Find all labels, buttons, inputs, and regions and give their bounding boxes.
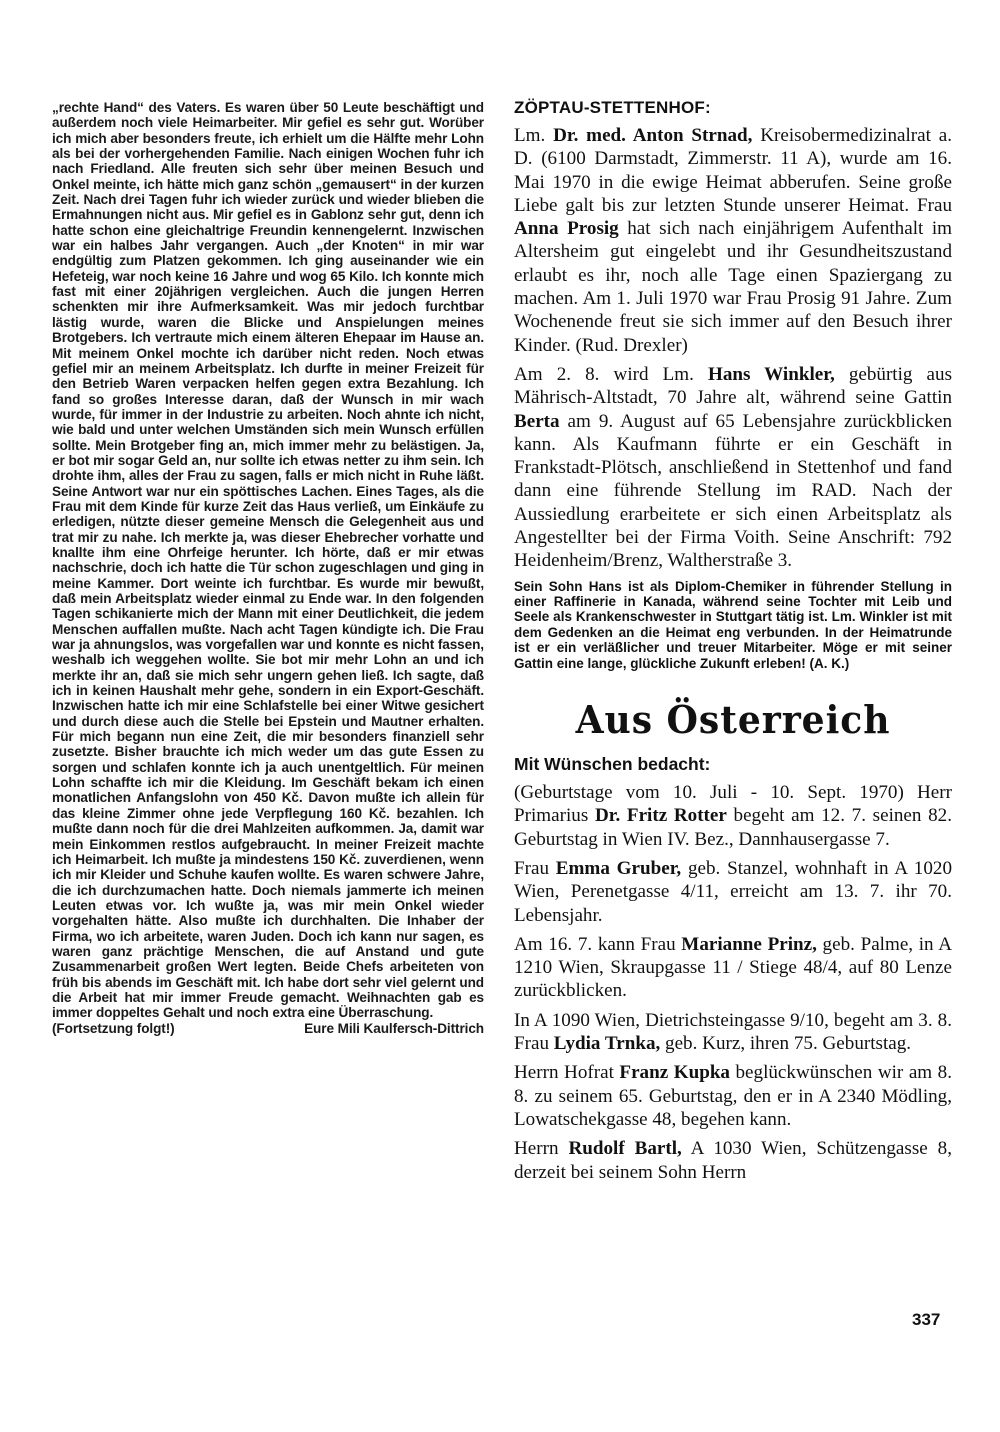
continuation-note: (Fortsetzung folgt!) <box>52 1020 175 1036</box>
section-heading-zoeptau: ZÖPTAU-STETTENHOF: <box>514 98 711 117</box>
entry-prinz: Am 16. 7. kann Frau Marianne Prinz, geb. Palme, in A 1210 Wien, Skraupgasse 11 / Stiege 48/4, auf 80 Lenze zurückblicken. <box>514 933 952 1002</box>
article-winkler-family: Sein Sohn Hans ist als Diplom-Chemiker in führender Stellung in einer Raffinerie in Kanada, während seine Tochter mit Leib und Seele als Krankenschwester in Stuttgart tätig ist. Lm. Winkler ist mit dem Gedenken an die Heimat eng verbunden. In der Heimatrunde ist er ein verläßlicher und treuer Mitarbeiter. Möge er mit seiner Gattin eine lange, glückliche Zukunft erleben! (A. K.) <box>514 578 952 671</box>
author-signature: Eure Mili Kaulfersch-Dittrich <box>304 1020 484 1036</box>
memoir-text: „rechte Hand“ des Vaters. Es waren über 50 Leute beschäftigt und außerdem noch viele Heimarbeiter. Mir gefiel es sehr gut. Worüber ich mich aber besonders freute, ich erhielt um die Hälfte mehr Lohn als bei der vorhergehenden Familie. Nach einigen Wochen fuhr ich nach Friedland. Alle freuten sich sehr über meinen Besuch und Onkel meinte, ich hätte mich ganz schön „gemausert“ in der kurzen Zeit. Nach drei Tagen fuhr ich wieder zurück und wieder blieben die Ermahnungen nicht aus. Mir gefiel es in Gablonz sehr gut, denn ich hatte schon eine gleichaltrige Freundin kennengelernt. Inzwischen war ein halbes Jahr vergangen. Auch „der Knoten“ in mir war endgültig zum Platzen gekommen. Ich ging auseinander wie ein Hefeteig, war noch keine 16 Jahre und wog 65 Kilo. Ich konnte mich fast mit einer 20jährigen vergleichen. Auch die jungen Herren schenkten mir ihre Aufmerksamkeit. Was mir jedoch furchtbar lästig wurde, waren die Blicke und Anspielungen meines Brotgebers. Ich vertraute mich einem älteren Ehepaar im Hause an. Mit meinem Onkel mochte ich darüber nicht reden. Noch etwas gefiel mir an meinem Arbeitsplatz. Ich durfte in meiner Freizeit für den Betrieb Waren verpacken helfen gegen extra Bezahlung. Ich fand so großes Interesse daran, daß der Wunsch in mir wach wurde, für immer in der Industrie zu arbeiten. Noch ahnte ich nicht, wie bald und unter welchen Umständen sich mein Wunsch erfüllen sollte. Mein Brotgeber fing an, mich immer mehr zu belästigen. Ja, er bot mir sogar Geld an, nur sollte ich etwas netter zu ihm sein. Ich drohte ihm, alles der Frau zu sagen, falls er mich nicht in Ruhe läßt. Seine Antwort war nur ein spöttisches Lachen. Eines Tages, als die Frau mit dem Kinde für kurze Zeit das Haus verließ, um Einkäufe zu erledigen, nützte dieser gemeine Mensch die Gelegenheit aus und trat mir zu nahe. Ich merkte ja, was dieser Ehebrecher vorhatte und knallte ihm eine Ohrfeige herunter. Ich hörte, daß er mir etwas nachschrie, doch ich hatte die Tür schon zugeschlagen und ging in meine Kammer. Dort weinte ich furchtbar. Es wurde mir bewußt, daß mein Arbeitsplatz wieder einmal zu Ende war. In den folgenden Tagen schikanierte mich der Mann mit einer Deutlichkeit, die jedem Menschen auffallen mußte. Nach acht Tagen kündigte ich. Die Frau war ja ahnungslos, was vorgefallen war und konnte es nicht fassen, weshalb ich weggehen wollte. Sie bot mir mehr Lohn an und ich merkte ihr an, daß sie mich sehr ungern gehen ließ. Ich sagte, daß ich in keinen Haushalt mehr gehe, sondern in ein Export-Geschäft. Inzwischen hatte ich mir eine Schlafstelle bei einer Witwe gesichert und durch diese auch die Stelle bei Epstein und Mautner erhalten. Für mich begann nun eine Zeit, die mir besonders finanziell sehr zusetzte. Bisher brauchte ich mich weder um das gute Essen zu sorgen und schlafen konnte ich ja auch unentgeltlich. Für meinen Lohn schaffte ich mir die Kleidung. Im Geschäft bekam ich einen monatlichen Anfangslohn von 450 Kč. Davon mußte ich allein für das kleine Zimmer ohne jede Verpflegung 160 Kč. bezahlen. Ich mußte dann noch für die drei Mahlzeiten aufkommen. Ja, damit war mein Einkommen restlos aufgebraucht. In meiner Freizeit machte ich Heimarbeit. Ich mußte ja mindestens 150 Kč. zuverdienen, wenn ich mir Kleider und Schuhe kaufen wollte. Es waren schwere Jahre, die ich durchzumachen hatte. Doch niemals jammerte ich meinen Leuten etwas vor. Ich wußte ja, was mir mein Onkel wieder vorgehalten hätte. Also mußte ich durchhalten. Die Inhaber der Firma, wo ich arbeitete, waren Juden. Doch ich kann nur sagen, es waren ganz prächtige Menschen, die auf Anstand und gute Zusammenarbeit großen Wert legten. Beide Chefs arbeiteten von früh bis abends im Geschäft mit. Ich habe dort sehr viel gelernt und die Arbeit hat mir immer Freude gemacht. Weihnachten gab es immer doppeltes Gehalt und noch extra eine Überraschung. <box>52 100 484 1021</box>
article-winkler: Am 2. 8. wird Lm. Hans Winkler, gebürtig aus Mährisch-Altstadt, 70 Jahre alt, während seine Gattin Berta am 9. August auf 65 Lebensjahre zurückblicken kann. Als Kaufmann führte er ein Geschäft in Frankstadt-Plötsch, anschließend in Stettenhof und fand dann eine führende Stellung im RAD. Nach der Aussiedlung erarbeitete er sich einen Arbeitsplatz als Angestellter bei der Firma Voith. Seine Anschrift: 792 Heidenheim/Brenz, Waltherstraße 3. <box>514 363 952 572</box>
entry-rotter: (Geburtstage vom 10. Juli - 10. Sept. 1970) Herr Primarius Dr. Fritz Rotter begeht am 12. 7. seinen 82. Geburtstag in Wien IV. Bez., Dannhausergasse 7. <box>514 782 952 850</box>
entry-trnka: In A 1090 Wien, Dietrichsteingasse 9/10, begeht am 3. 8. Frau Lydia Trnka, geb. Kurz, ihren 75. Geburtstag. <box>514 1009 952 1055</box>
entry-gruber: Frau Emma Gruber, geb. Stanzel, wohnhaft in A 1020 Wien, Perenetgasse 4/11, erreicht am 13. 7. ihr 70. Lebensjahr. <box>514 857 952 926</box>
signature-line <box>52 1021 484 1036</box>
right-column <box>514 98 952 1190</box>
headline-aus-oesterreich: Aus Österreich <box>575 697 891 743</box>
entry-bartl: Herrn Rudolf Bartl, A 1030 Wien, Schützengasse 8, derzeit bei seinem Sohn Herrn <box>514 1138 952 1183</box>
left-column <box>52 100 484 1036</box>
sub-heading-wishes: Mit Wünschen bedacht: <box>514 754 711 775</box>
page-number: 337 <box>912 1310 941 1329</box>
entry-kupka: Herrn Hofrat Franz Kupka beglückwünschen wir am 8. 8. zu seinem 65. Geburtstag, den er in A 2340 Mödling, Lowatschekgasse 48, begehen kann. <box>514 1062 952 1130</box>
article-strnad-prosig: Lm. Dr. med. Anton Strnad, Kreisobermedizinalrat a. D. (6100 Darmstadt, Zimmerstr. 11 A), wurde am 16. Mai 1970 in die ewige Heimat abberufen. Seine große Liebe galt bis zur letzten Stunde unserer Heimat. Frau Anna Prosig hat sich nach einjährigem Aufenthalt im Altersheim gut eingelebt und ihr Gesundheitszustand erlaubt es ihr, noch alle Tage einen Spaziergang zu machen. Am 1. Juli 1970 war Frau Prosig 91 Jahre. Zum Wochenende freut sie sich immer auf den Besuch ihrer Kinder. (Rud. Drexler) <box>514 125 952 356</box>
